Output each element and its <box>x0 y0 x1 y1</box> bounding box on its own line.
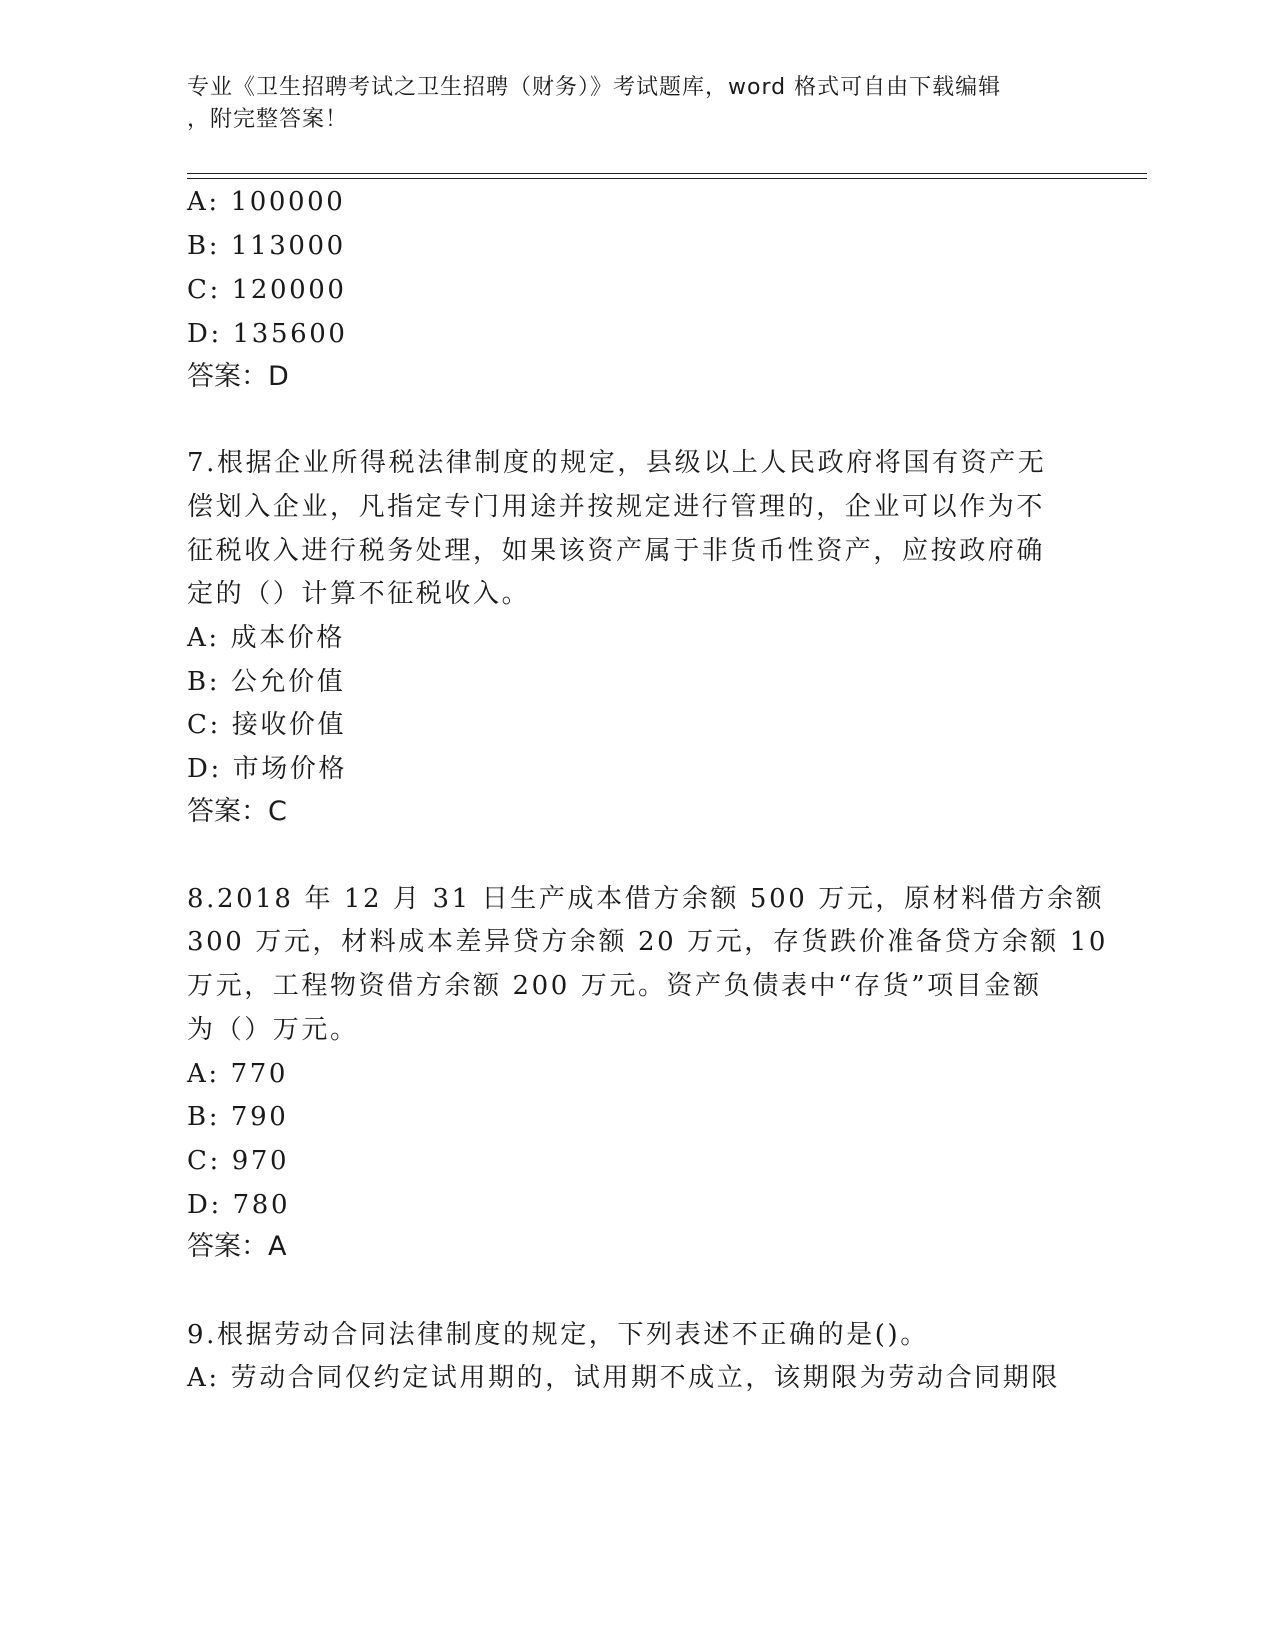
q8-option-a: A: 770 <box>187 1059 289 1089</box>
q7-option-a: A: 成本价格 <box>187 623 346 653</box>
header-divider-bottom <box>187 178 1147 179</box>
q7-option-c: C: 接收价值 <box>187 710 347 740</box>
q7-text-line-4: 定的（）计算不征税收入。 <box>187 579 531 609</box>
q6-answer: 答案：D <box>187 361 289 392</box>
q8-option-b: B: 790 <box>187 1102 289 1132</box>
q9-text-line-1: 9.根据劳动合同法律制度的规定，下列表述不正确的是()。 <box>187 1320 929 1350</box>
header-divider-top <box>187 173 1147 174</box>
q8-text-line-4: 为（）万元。 <box>187 1015 359 1045</box>
q8-option-c: C: 970 <box>187 1146 290 1176</box>
q6-option-d: D: 135600 <box>187 319 348 349</box>
q7-option-d: D: 市场价格 <box>187 754 348 784</box>
q6-option-b: B: 113000 <box>187 231 346 261</box>
q7-option-b: B: 公允价值 <box>187 667 346 697</box>
document-header-line-1: 专业《卫生招聘考试之卫生招聘（财务）》考试题库，word 格式可自由下载编辑 <box>187 75 1002 100</box>
q8-text-line-3: 万元，工程物资借方余额 200 万元。资产负债表中“存货”项目金额 <box>187 971 1042 1001</box>
q7-text-line-3: 征税收入进行税务处理，如果该资产属于非货币性资产，应按政府确 <box>187 536 1046 566</box>
q8-answer: 答案：A <box>187 1231 287 1262</box>
q8-text-line-1: 8.2018 年 12 月 31 日生产成本借方余额 500 万元，原材料借方余额 <box>187 884 1105 914</box>
q7-text-line-2: 偿划入企业，凡指定专门用途并按规定进行管理的，企业可以作为不 <box>187 492 1046 522</box>
q8-option-d: D: 780 <box>187 1190 291 1220</box>
q6-option-c: C: 120000 <box>187 275 347 305</box>
q9-option-a: A: 劳动合同仅约定试用期的，试用期不成立，该期限为劳动合同期限 <box>187 1363 1061 1393</box>
document-header-line-2: ，附完整答案！ <box>187 107 349 132</box>
q7-text-line-1: 7.根据企业所得税法律制度的规定，县级以上人民政府将国有资产无 <box>187 448 1047 478</box>
q8-text-line-2: 300 万元，材料成本差异贷方余额 20 万元，存货跌价准备贷方余额 10 <box>187 927 1109 957</box>
q6-option-a: A: 100000 <box>187 187 346 217</box>
q7-answer: 答案：C <box>187 796 287 827</box>
